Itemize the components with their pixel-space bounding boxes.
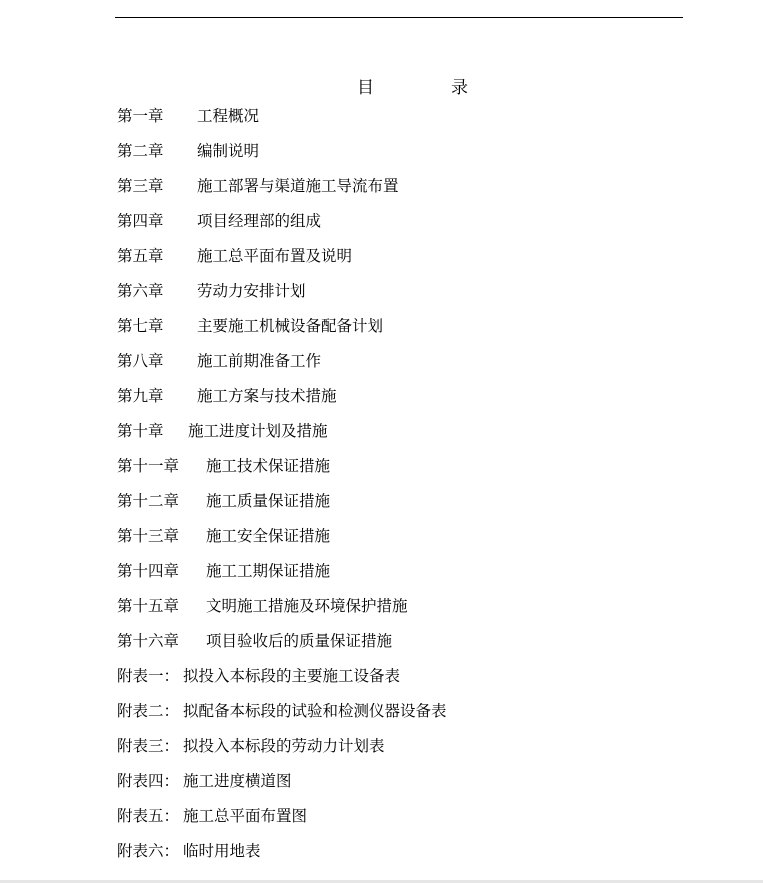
- toc-entry-4: [117, 209, 717, 244]
- toc-title: 施工方案与技术措施: [197, 387, 337, 405]
- toc-title: 项目经理部的组成: [197, 212, 322, 230]
- toc-entry-17: [117, 664, 717, 699]
- toc-entry-7: [117, 314, 717, 349]
- toc-entry-5: [117, 244, 717, 279]
- toc-number: 第十章: [117, 422, 164, 440]
- toc-number: 附表六：: [117, 842, 180, 860]
- header-rule: [115, 17, 683, 18]
- toc-title: 项目验收后的质量保证措施: [206, 632, 393, 650]
- toc-title: 施工工期保证措施: [206, 562, 331, 580]
- toc-entry-16: [117, 629, 717, 664]
- toc-title: 拟配备本标段的试验和检测仪器设备表: [183, 702, 447, 720]
- toc-entry-10: [117, 419, 717, 454]
- toc-number: 第四章: [117, 212, 164, 230]
- toc-entry-19: [117, 734, 717, 769]
- toc-title: 编制说明: [197, 142, 260, 160]
- title-char-2: 录: [451, 78, 468, 98]
- toc-title: 文明施工措施及环境保护措施: [206, 597, 408, 615]
- toc-number: 第七章: [117, 317, 164, 335]
- toc-entry-11: [117, 454, 717, 489]
- toc-number: 第一章: [117, 107, 164, 125]
- toc-entry-21: [117, 804, 717, 839]
- toc-entry-3: [117, 174, 717, 209]
- toc-number: 附表三：: [117, 737, 180, 755]
- toc-title: 拟投入本标段的主要施工设备表: [183, 667, 401, 685]
- toc-number: 第三章: [117, 177, 164, 195]
- toc-number: 第六章: [117, 282, 164, 300]
- toc-entry-20: [117, 769, 717, 804]
- toc-entry-12: [117, 489, 717, 524]
- toc-number: 第十二章: [117, 492, 180, 510]
- toc-title: 施工质量保证措施: [206, 492, 331, 510]
- toc-title: 施工安全保证措施: [206, 527, 331, 545]
- toc-entry-15: [117, 594, 717, 629]
- toc-entry-14: [117, 559, 717, 594]
- toc-number: 附表五：: [117, 807, 180, 825]
- toc-title: 施工技术保证措施: [206, 457, 331, 475]
- toc-number: 附表四：: [117, 772, 180, 790]
- toc-number: 第十一章: [117, 457, 180, 475]
- toc-title: 劳动力安排计划: [197, 282, 306, 300]
- toc-title: 施工前期准备工作: [197, 352, 322, 370]
- toc-number: 附表二：: [117, 702, 180, 720]
- toc-entry-8: [117, 349, 717, 384]
- toc-entry-2: [117, 139, 717, 174]
- toc-title: 施工总平面布置图: [183, 807, 308, 825]
- toc-title: 拟投入本标段的劳动力计划表: [183, 737, 385, 755]
- toc-title: 施工进度横道图: [183, 772, 292, 790]
- toc-title: 施工进度计划及措施: [188, 422, 328, 440]
- toc-number: 第十六章: [117, 632, 180, 650]
- toc-number: 第十五章: [117, 597, 180, 615]
- title-char-1: 目: [357, 78, 374, 98]
- toc-number: 第二章: [117, 142, 164, 160]
- toc-entry-18: [117, 699, 717, 734]
- toc-number: 附表一：: [117, 667, 180, 685]
- toc-title: 施工部署与渠道施工导流布置: [197, 177, 399, 195]
- toc-number: 第八章: [117, 352, 164, 370]
- toc-number: 第五章: [117, 247, 164, 265]
- toc-title: 工程概况: [197, 107, 260, 125]
- toc-title: 施工总平面布置及说明: [197, 247, 353, 265]
- toc-entry-22: [117, 839, 717, 874]
- toc-number: 第十四章: [117, 562, 180, 580]
- toc-title: 临时用地表: [183, 842, 261, 860]
- toc-entry-1: [117, 104, 717, 139]
- toc-entry-6: [117, 279, 717, 314]
- page-title: [0, 76, 763, 100]
- table-of-contents: [117, 104, 717, 874]
- toc-number: 第九章: [117, 387, 164, 405]
- toc-entry-13: [117, 524, 717, 559]
- toc-entry-9: [117, 384, 717, 419]
- toc-title: 主要施工机械设备配备计划: [197, 317, 384, 335]
- toc-number: 第十三章: [117, 527, 180, 545]
